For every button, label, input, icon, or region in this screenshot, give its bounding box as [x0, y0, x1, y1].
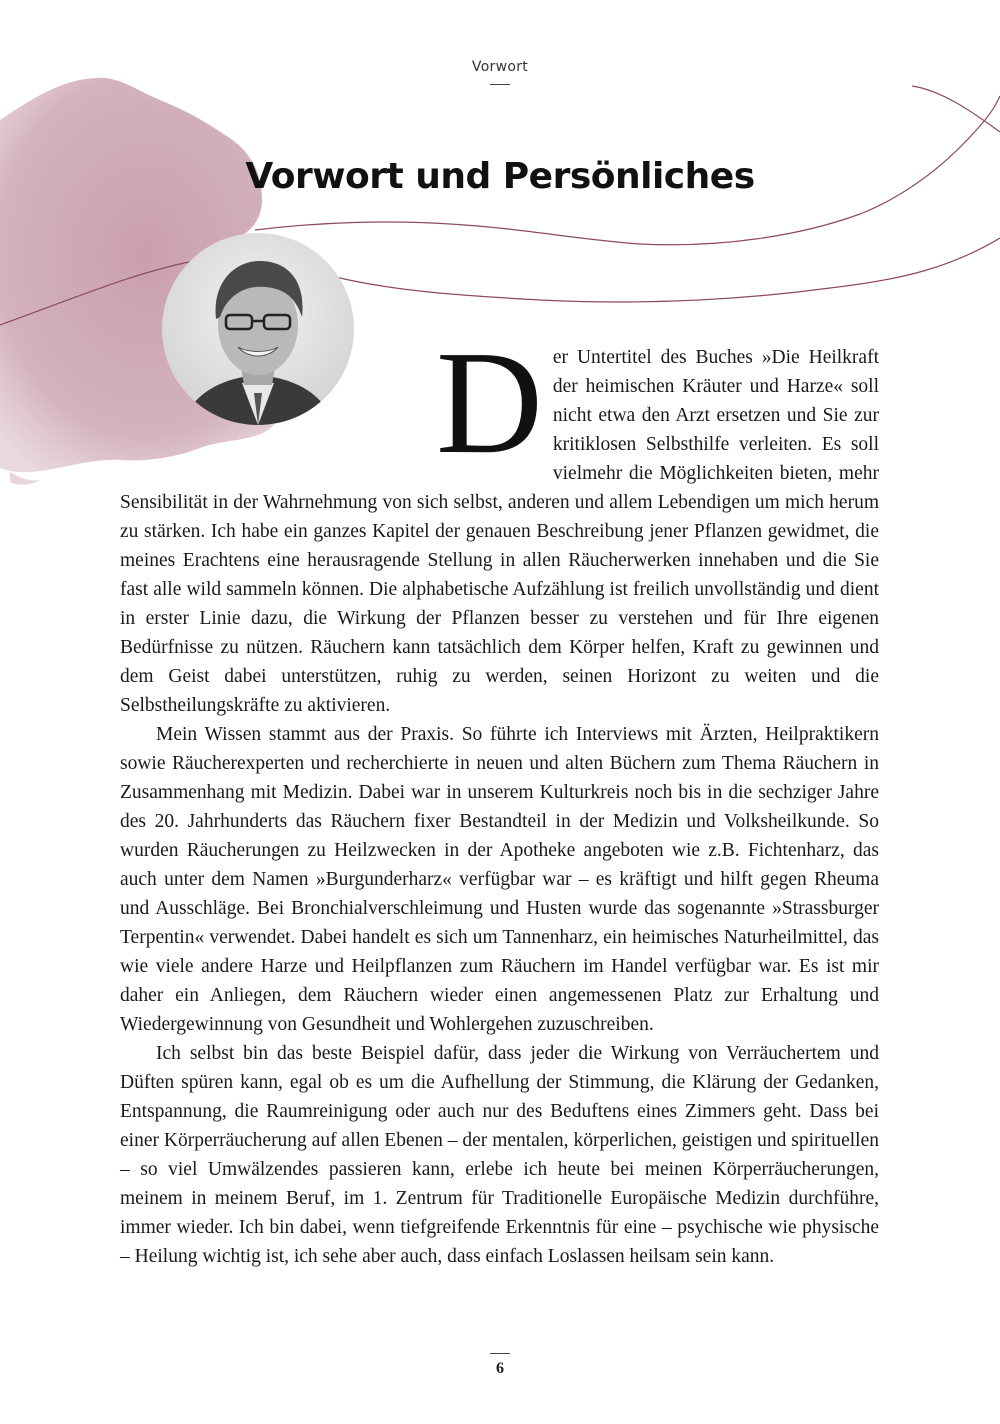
- paragraph-3: Ich selbst bin das beste Beispiel dafür, dass jeder die Wirkung von Verräuchertem und Düften spüren kann, egal ob es um die Aufhellung der Stimmung, die Klärung der Gedanken, Entspannung, die Raumreinigung oder auch nur des Beduftens eines Zimmers geht. Dass bei einer Körperräucherung auf allen Ebenen – der mentalen, körperlichen, geistigen und spirituellen – so viel Umwälzendes passieren kann, erlebe ich heute bei meinen Körperräucherungen, meinem in meinem Beruf, im 1. Zentrum für Traditionelle Europäische Medizin durchführe, immer wieder. Ich bin dabei, wenn tiefgreifende Erkenntnis für eine – psychische wie physische – Heilung wichtig ist, ich sehe aber auch, dass einfach Loslassen heilsam sein kann.: [120, 1043, 879, 1267]
- running-head: Vorwort: [471, 59, 529, 75]
- page-number: 6: [496, 1360, 504, 1377]
- paragraph-1: [120, 321, 879, 720]
- chapter-title: Vorwort und Persönliches: [245, 156, 755, 197]
- running-head-rule: [490, 84, 510, 85]
- page-number-rule: [490, 1353, 510, 1354]
- paragraph-2: Mein Wissen stammt aus der Praxis. So führte ich Interviews mit Ärzten, Heilpraktikern sowie Räucherexperten und recherchierte in neuen und alten Büchern zum Thema Räuchern in Zusammenhang mit Medizin. Dabei war in unserem Kulturkreis noch bis in die sechziger Jahre des 20. Jahrhunderts das Räuchern fixer Bestandteil in der Medizin und Volksheilkunde. So wurden Räucherungen zu Heilzwecken in der Apotheke angeboten wie z.B. Fichtenharz, das auch unter dem Namen »Burgunderharz« verfügbar war – es kräftigt und hilft gegen Rheuma und Ausschläge. Bei Bronchialverschleimung und Husten wurde das sogenannte »Strassburger Terpentin« verwendet. Dabei handelt es sich um Tannenharz, ein heimisches Naturheilmittel, das wie viele andere Harze und Heilpflanzen zum Räuchern im Handel verfügbar war. Es ist mir daher ein Anliegen, dem Räuchern wieder einen angemessenen Platz zur Erhaltung und Wiedergewinnung von Gesundheit und Wohlergehen zuzuschreiben.: [120, 724, 879, 1035]
- decorative-curve-top: [912, 86, 1000, 132]
- watercolor-speck: [10, 472, 40, 485]
- paragraph-1-text: er Untertitel des Buches »Die Heilkraft der heimischen Kräuter und Harze« soll nicht etwa den Arzt ersetzen und Sie zur kritiklosen Selbsthilfe verleiten. Es soll vielmehr die Möglichkeiten bieten, mehr Sensibilität in der Wahrnehmung von sich selbst, anderen und allem Lebendigen um mich herum zu stärken. Ich habe ein ganzes Kapitel der genauen Beschreibung jener Pflanzen gewidmet, die meines Erachtens eine herausragende Stellung in allen Räucherwerken innehaben und die Sie fast alle wild sammeln können. Die alphabetische Aufzählung ist freilich unvollständig und dient in erster Linie dazu, die Wirkung der Pflanzen besser zu verstehen und für Ihre eigenen Bedürfnisse zu nützen. Räuchern kann tatsächlich dem Körper helfen, Kraft zu gewinnen und dem Geist dabei unterstützen, ruhig zu werden, seinen Horizont zu weiten und die Selbstheilungskräfte zu aktivieren.: [120, 347, 879, 716]
- portrait-spacer: [120, 343, 436, 459]
- body-text: [120, 321, 879, 1271]
- drop-cap: D: [436, 321, 543, 485]
